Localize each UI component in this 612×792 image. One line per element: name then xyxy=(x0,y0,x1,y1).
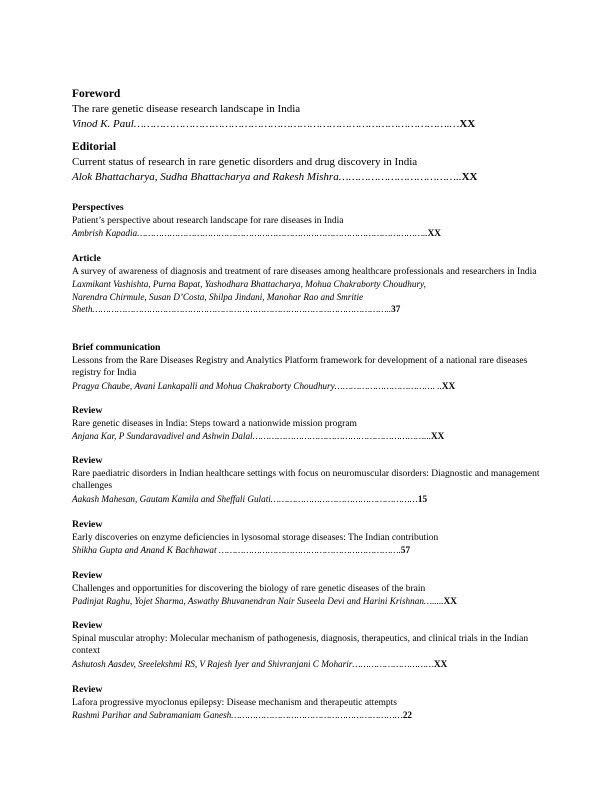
section-heading: Editorial xyxy=(72,141,117,153)
article-authors xyxy=(72,544,542,557)
toc-entry-brief-communication xyxy=(72,342,542,392)
article-title: Lessons from the Rare Diseases Registry and Analytics Platform framework for development of a national rare diseases registry for India xyxy=(72,355,528,378)
article-title: Rare genetic diseases in India: Steps toward a nationwide mission program xyxy=(72,418,357,429)
page-number: XX xyxy=(441,380,456,391)
section-heading: Review xyxy=(72,519,103,530)
section-heading: Review xyxy=(72,455,103,466)
authors-line: Laxmikant Vashishta, Purna Bapat, Yashodhara Bhattacharya, Mohua Chakraborty Choudhury, xyxy=(72,279,426,289)
article-authors xyxy=(72,227,542,240)
article-authors xyxy=(72,595,542,608)
toc-entry-review-6 xyxy=(72,684,542,722)
article-title: Patient’s perspective about research landscape for rare diseases in India xyxy=(72,215,344,226)
authors-line: Aakash Mahesan, Gautam Kamila and Sheffali Gulati……………………………………………… xyxy=(72,493,418,504)
authors-line: Padinjat Raghu, Yojet Sharma, Aswathy Bhuvanendran Nair Suseela Devi and Harini Krishnan…..... xyxy=(72,596,444,606)
authors-line: Anjana Kar, P Sundaravadivel and Ashwin Dalal………………………………………………………... xyxy=(72,431,432,441)
article-title: Challenges and opportunities for discovering the biology of rare genetic diseases of the brain xyxy=(72,583,426,594)
toc-entry-perspectives xyxy=(72,202,542,240)
toc-entry-review-5 xyxy=(72,620,542,670)
article-authors xyxy=(72,493,542,506)
authors-line: Shikha Gupta and Anand K Bachhawat …………………………………………………………. xyxy=(72,545,401,555)
toc-entry-foreword xyxy=(72,87,542,132)
article-authors xyxy=(72,170,542,185)
section-heading: Article xyxy=(72,253,101,264)
page-number: 15 xyxy=(417,493,428,504)
toc-entry-article xyxy=(72,253,542,316)
article-title: Current status of research in rare genetic disorders and drug discovery in India xyxy=(72,156,418,168)
toc-entry-editorial xyxy=(72,140,542,185)
section-heading: Review xyxy=(72,620,103,631)
page-number: XX xyxy=(427,228,441,238)
article-title: A survey of awareness of diagnosis and treatment of rare diseases among healthcare professionals and researchers in India xyxy=(72,266,537,277)
article-title: Spinal muscular atrophy: Molecular mechanism of pathogenesis, diagnosis, therapeutics, and clinical trials in the Indian context xyxy=(72,633,529,656)
article-title: Rare paediatric disorders in Indian healthcare settings with focus on neuromuscular disorders: Diagnostic and management challenges xyxy=(72,468,540,491)
page-number: 37 xyxy=(391,304,401,314)
authors-line: Alok Bhattacharya, Sudha Bhattacharya and Rakesh Mishra……………………………….. xyxy=(72,171,462,183)
section-heading: Brief communication xyxy=(72,342,161,353)
article-title: Lafora progressive myoclonus epilepsy: Disease mechanism and therapeutic attempts xyxy=(72,697,398,708)
toc-entry-review-2 xyxy=(72,455,542,505)
article-authors xyxy=(72,380,542,393)
authors-line: Ambrish Kapadia…………………………………………………………………………………………….. xyxy=(72,228,428,238)
article-authors xyxy=(72,709,542,722)
article-title: The rare genetic disease research landscape in India xyxy=(72,103,301,115)
authors-line: Pragya Chaube, Avani Lankapalli and Mohua Chakraborty Choudhury………………………………. .. xyxy=(72,380,442,391)
section-heading: Review xyxy=(72,570,103,581)
toc-entry-review-3 xyxy=(72,519,542,557)
article-authors xyxy=(72,117,542,132)
page-number: XX xyxy=(443,596,457,606)
article-authors xyxy=(72,278,542,316)
article-authors xyxy=(72,430,542,443)
page-number: XX xyxy=(431,431,445,441)
page-number: XX xyxy=(434,658,448,669)
section-heading: Foreword xyxy=(72,88,121,100)
authors-line: Ashutosh Aasdev, Sreelekshmi RS, V Rajesh Iyer and Shivranjani C Moharir………………………… xyxy=(72,658,435,669)
authors-line: Rashmi Parihar and Subramaniam Ganesh……………………………………………………… xyxy=(72,710,403,720)
page-number: 22 xyxy=(402,710,412,720)
article-title: Early discoveries on enzyme deficiencies in lysosomal storage diseases: The Indian contribution xyxy=(72,532,439,543)
authors-line: Narendra Chirmule, Susan D’Costa, Shilpa Jindani, Manohar Rao and Smritie xyxy=(72,291,364,302)
section-heading: Perspectives xyxy=(72,202,124,213)
page-number: XX xyxy=(461,171,478,183)
section-heading: Review xyxy=(72,405,103,416)
authors-line: Vinod K. Paul…………………………………………………………………………………….… xyxy=(72,118,460,130)
article-authors xyxy=(72,658,542,671)
page-number: 57 xyxy=(400,545,411,555)
toc-entry-review-4 xyxy=(72,570,542,608)
section-heading: Review xyxy=(72,684,103,695)
authors-line: Sheth……………………………………………………………………………………………….. xyxy=(72,304,392,314)
page-number: XX xyxy=(459,118,476,130)
toc-entry-review-1 xyxy=(72,405,542,443)
